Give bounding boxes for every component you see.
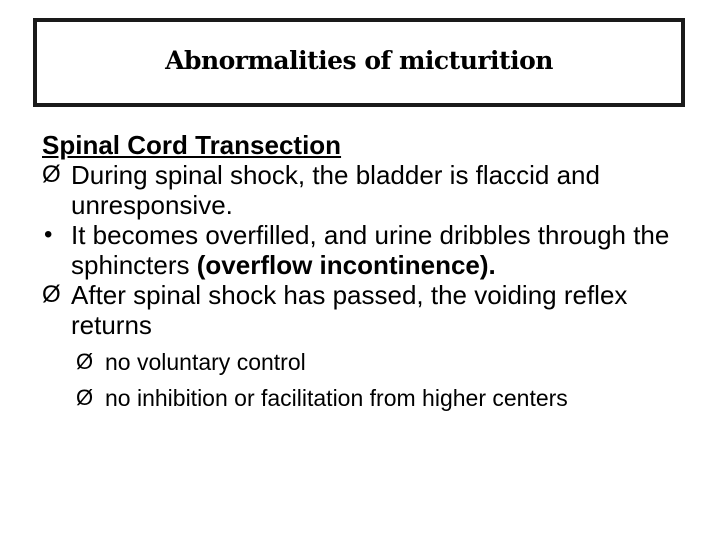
sub-list-item xyxy=(42,380,702,416)
section-heading: Spinal Cord Transection xyxy=(42,130,342,160)
list-item-text: After spinal shock has passed, the voiding reflex returns xyxy=(71,280,628,340)
arrow-icon: Ø xyxy=(76,385,94,410)
list-item xyxy=(42,220,702,280)
sub-list-item-text: no inhibition or facilitation from higher centers xyxy=(105,385,568,411)
slide-title: Abnormalities of micturition xyxy=(165,46,553,75)
arrow-icon: Ø xyxy=(42,161,61,188)
sub-list-item xyxy=(42,344,702,380)
list-item xyxy=(42,160,702,220)
arrow-icon: Ø xyxy=(42,281,61,308)
list-item xyxy=(42,280,702,340)
arrow-icon: Ø xyxy=(76,349,94,374)
sub-list-item-text: no voluntary control xyxy=(105,349,306,375)
bullet-icon: • xyxy=(44,221,53,248)
sub-list xyxy=(42,344,702,416)
title-box xyxy=(33,18,685,107)
slide-content xyxy=(42,130,702,416)
list-item-text: During spinal shock, the bladder is flaccid and unresponsive. xyxy=(71,160,600,220)
list-item-bold-text: (overflow incontinence). xyxy=(196,250,496,280)
list-item-text: It becomes overfilled, and urine dribbles through the sphincters xyxy=(71,220,670,280)
